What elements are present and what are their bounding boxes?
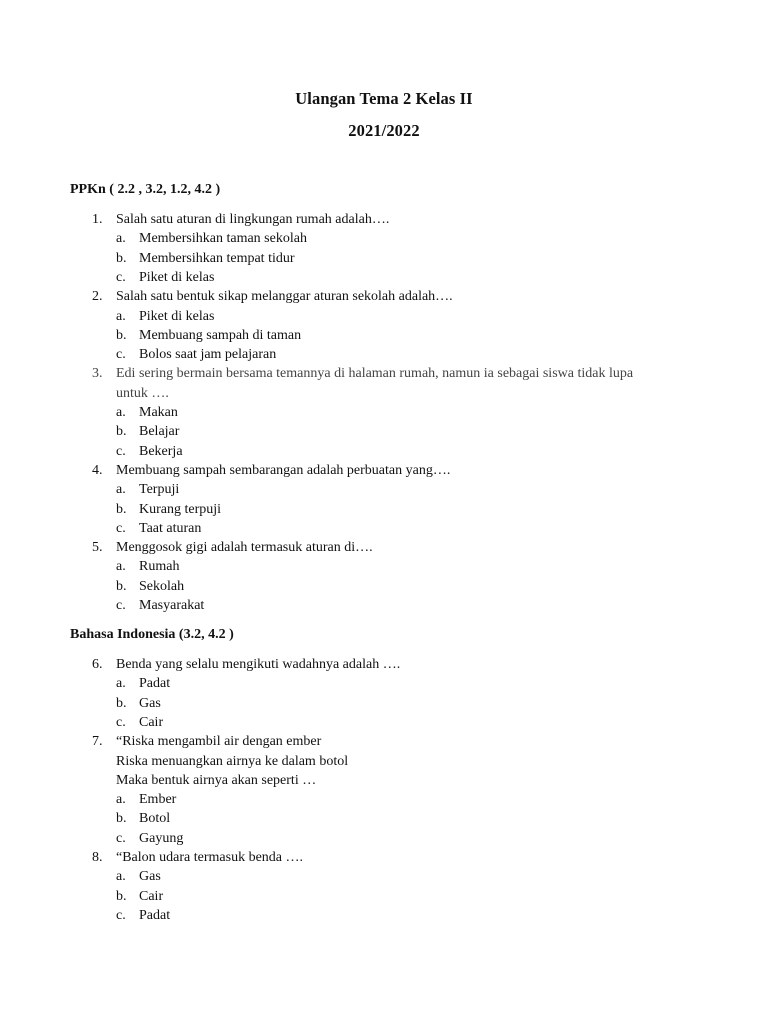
option-letter: c. bbox=[116, 907, 126, 923]
question-number: 8. bbox=[92, 850, 103, 865]
question-text: Salah satu bentuk sikap melanggar aturan sekolah adalah…. bbox=[116, 289, 453, 305]
option-text: Ember bbox=[139, 792, 177, 808]
option-text: Terpuji bbox=[139, 482, 180, 498]
option-text: Piket di kelas bbox=[139, 269, 215, 285]
question-number: 6. bbox=[92, 657, 103, 672]
option-letter: b. bbox=[116, 424, 127, 440]
question-text: Riska menuangkan airnya ke dalam botol bbox=[116, 753, 349, 769]
option-text: Piket di kelas bbox=[139, 308, 215, 324]
option-letter: c. bbox=[116, 520, 126, 536]
option-letter: a. bbox=[116, 231, 126, 247]
option-letter: b. bbox=[116, 327, 127, 343]
question-text: untuk …. bbox=[116, 385, 169, 401]
option-text: Membuang sampah di taman bbox=[139, 327, 302, 343]
question-text: “Riska mengambil air dengan ember bbox=[116, 734, 322, 750]
option-text: Cair bbox=[139, 714, 164, 730]
option-text: Membersihkan taman sekolah bbox=[139, 231, 307, 247]
option-text: Padat bbox=[139, 676, 171, 692]
option-letter: c. bbox=[116, 347, 126, 363]
option-letter: a. bbox=[116, 559, 126, 575]
option-text: Sekolah bbox=[139, 578, 185, 594]
option-text: Gas bbox=[139, 695, 161, 711]
option-text: Kurang terpuji bbox=[139, 501, 222, 517]
option-letter: c. bbox=[116, 443, 126, 459]
document-title: Ulangan Tema 2 Kelas II bbox=[295, 89, 473, 108]
document-year: 2021/2022 bbox=[348, 121, 420, 140]
question-number: 7. bbox=[92, 734, 103, 750]
question-number: 2. bbox=[92, 289, 103, 305]
option-text: Bekerja bbox=[139, 443, 183, 459]
option-letter: b. bbox=[116, 888, 127, 904]
option-letter: c. bbox=[116, 830, 126, 846]
option-letter: a. bbox=[116, 405, 126, 420]
option-letter: a. bbox=[116, 869, 126, 885]
option-letter: b. bbox=[116, 811, 127, 827]
option-text: Membersihkan tempat tidur bbox=[139, 250, 295, 266]
question-text: Salah satu aturan di lingkungan rumah adalah…. bbox=[116, 212, 390, 227]
question-text: Membuang sampah sembarangan adalah perbuatan yang…. bbox=[116, 462, 451, 478]
option-letter: b. bbox=[116, 578, 127, 594]
question-number: 4. bbox=[92, 462, 103, 478]
section-heading: Bahasa Indonesia (3.2, 4.2 ) bbox=[70, 627, 234, 642]
option-letter: b. bbox=[116, 501, 127, 517]
option-text: Gas bbox=[139, 869, 161, 885]
section-heading: PPKn ( 2.2 , 3.2, 1.2, 4.2 ) bbox=[70, 182, 221, 197]
option-letter: a. bbox=[116, 792, 126, 808]
option-letter: b. bbox=[116, 695, 127, 711]
option-letter: c. bbox=[116, 714, 126, 730]
question-number: 3. bbox=[92, 366, 103, 382]
option-letter: c. bbox=[116, 269, 126, 285]
option-letter: b. bbox=[116, 250, 127, 266]
question-text: Benda yang selalu mengikuti wadahnya adalah …. bbox=[116, 657, 401, 672]
question-text: Edi sering bermain bersama temannya di halaman rumah, namun ia sebagai siswa tidak lupa bbox=[116, 366, 634, 382]
option-text: Padat bbox=[139, 907, 171, 923]
option-text: Bolos saat jam pelajaran bbox=[139, 347, 277, 363]
option-text: Masyarakat bbox=[139, 598, 205, 613]
option-text: Cair bbox=[139, 888, 164, 904]
question-number: 5. bbox=[92, 540, 103, 556]
option-text: Gayung bbox=[139, 830, 184, 846]
question-text: Maka bentuk airnya akan seperti … bbox=[116, 772, 317, 788]
question-text: Menggosok gigi adalah termasuk aturan di…. bbox=[116, 540, 373, 556]
option-text: Belajar bbox=[139, 424, 180, 440]
option-letter: a. bbox=[116, 676, 126, 692]
option-letter: a. bbox=[116, 308, 126, 324]
option-text: Botol bbox=[139, 811, 171, 827]
question-text: “Balon udara termasuk benda …. bbox=[116, 850, 303, 865]
option-text: Rumah bbox=[139, 559, 180, 575]
question-number: 1. bbox=[92, 212, 103, 227]
option-letter: c. bbox=[116, 598, 126, 613]
option-text: Makan bbox=[139, 405, 178, 420]
option-text: Taat aturan bbox=[139, 520, 202, 536]
option-letter: a. bbox=[116, 482, 126, 498]
